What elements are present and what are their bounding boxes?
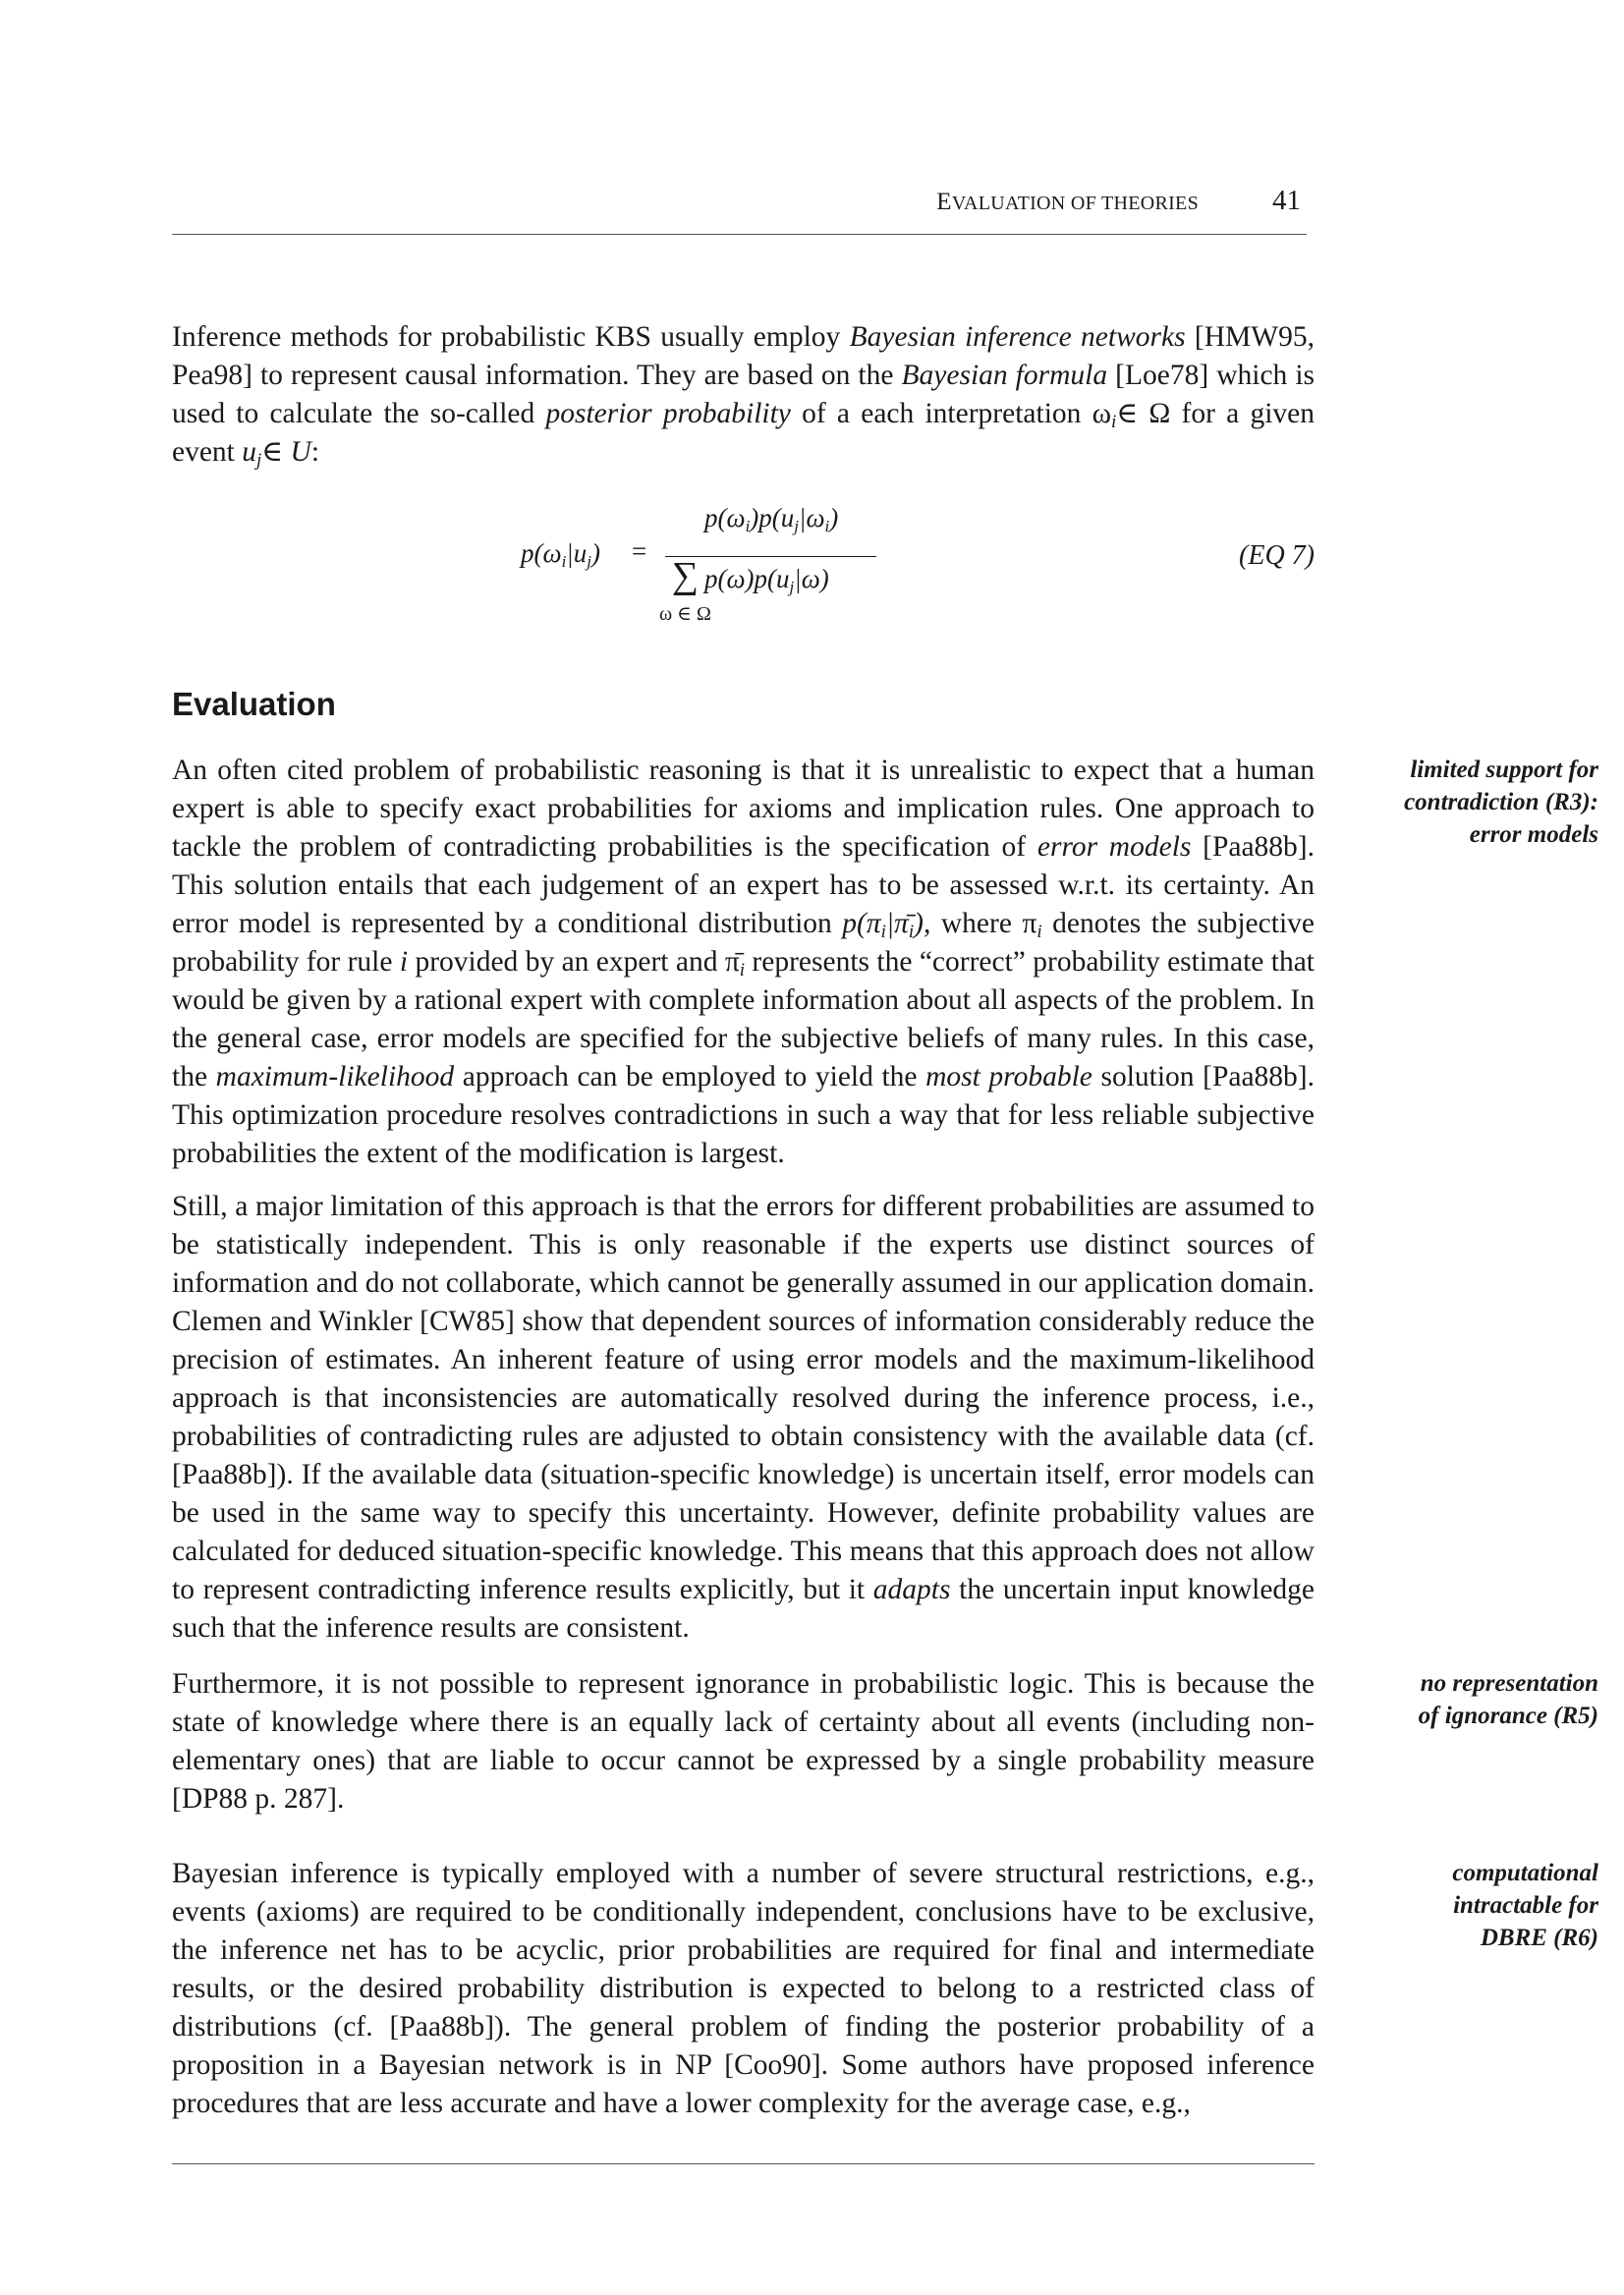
paragraph-complexity: Bayesian inference is typically employed with a number of severe structural restrictions, e.g., events (axioms) are required to be conditionally independent, conclusions have to be exclusive, the inference net has to be acyclic, prior probabilities are required for final and intermediate results, or the desired probability distribution is expected to belong to a restricted class of distributions (cf. [Paa88b]). The general problem of finding the posterior probability of a proposition in a Bayesian network is in NP [Coo90]. Some authors have proposed inference procedures that are less accurate and have a lower complexity for the average case, e.g., bbox=[172, 1858, 1315, 2119]
header-rule bbox=[172, 234, 1307, 235]
summation-subscript: ω ∈ Ω bbox=[659, 603, 711, 625]
footer-rule bbox=[172, 2163, 1315, 2164]
margin-note-error-models: limited support for contradiction (R3): error models bbox=[1404, 756, 1598, 848]
running-header-title: EVALUATION OF THEORIES bbox=[936, 189, 1199, 215]
equation-numerator: $p(\omega_i)p(u_j|\omega_i)$ bbox=[704, 503, 839, 535]
paragraph-error-models: An often cited problem of probabilistic reasoning is that it is unrealistic to expect that a human expert is able to specify exact probabilities for axioms and implication rules. One approach to tackle the problem of contradicting probabilities is the specification of error models [Paa88b]. This solution entails that each judgement of an expert has to be assessed w.r.t. its certainty. An error model is represented by a conditional distribution $p(\pi_i|\pī_i)$, where $\pi_i$ denotes the subjective probability for rule i provided by an expert and $\pī_i$ represents the “correct” probability estimate that would be given by a rational expert with complete information about all aspects of the problem. In the general case, error models are specified for the subjective beliefs of many rules. In this case, the maximum-likelihood approach can be employed to yield the most probable solution [Paa88b]. This optimization procedure resolves contradictions in such a way that for less reliable subjective probabilities the extent of the modification is largest. bbox=[172, 755, 1316, 1169]
margin-note-intractable: computational intractable for DBRE (R6) bbox=[1452, 1860, 1598, 1951]
bayes-equation bbox=[172, 503, 1315, 631]
section-heading: Evaluation bbox=[172, 686, 336, 722]
paragraph-ignorance: Furthermore, it is not possible to represent ignorance in probabilistic logic. This is because the state of knowledge where there is an equally lack of certainty about all events (including non-elementary ones) that are liable to occur cannot be expressed by a single probability measure [DP88 p. 287]. bbox=[172, 1668, 1315, 1815]
page-number: 41 bbox=[1272, 185, 1301, 216]
summation-symbol: ∑ bbox=[672, 555, 700, 596]
paragraph-limitation: Still, a major limitation of this approach is that the errors for different probabilities are assumed to be statistically independent. This is only reasonable if the experts use distinct sources of information and do not collaborate, which cannot be generally assumed in our application domain. Clemen and Winkler [CW85] show that dependent sources of information considerably reduce the precision of estimates. An inherent feature of using error models and the maximum-likelihood approach is that inconsistencies are automatically resolved during the inference process, i.e., probabilities of contradicting rules are adjusted to obtain consistency with the available data (cf. [Paa88b]). If the available data (situation-specific knowledge) is uncertain itself, error models can be used in the same way to specify this uncertainty. However, definite probability values are calculated for deduced situation-specific knowledge. This means that this approach does not allow to represent contradicting inference results explicitly, but it adapts the uncertain input knowledge such that the inference results are consistent. bbox=[172, 1191, 1316, 1644]
equation-lhs: $p(\omega_i|u_j)$ bbox=[521, 538, 600, 571]
equation-denominator: $p(\omega)p(u_j|\omega)$ bbox=[704, 564, 829, 596]
margin-note-ignorance: no representation of ignorance (R5) bbox=[1418, 1670, 1598, 1729]
equation-equals: = bbox=[632, 536, 647, 566]
running-header bbox=[172, 181, 1307, 220]
intro-paragraph: Inference methods for probabilistic KBS usually employ Bayesian inference networks [HMW95, Pea98] to represent causal information. They are based on the Bayesian formula [Loe78] which is used to calculate the so-called posterior probability of a each interpretation $\omega_i\in$ Ω for a given event $u_j\in$ U: bbox=[172, 321, 1316, 471]
equation-label: (EQ 7) bbox=[1239, 540, 1315, 571]
